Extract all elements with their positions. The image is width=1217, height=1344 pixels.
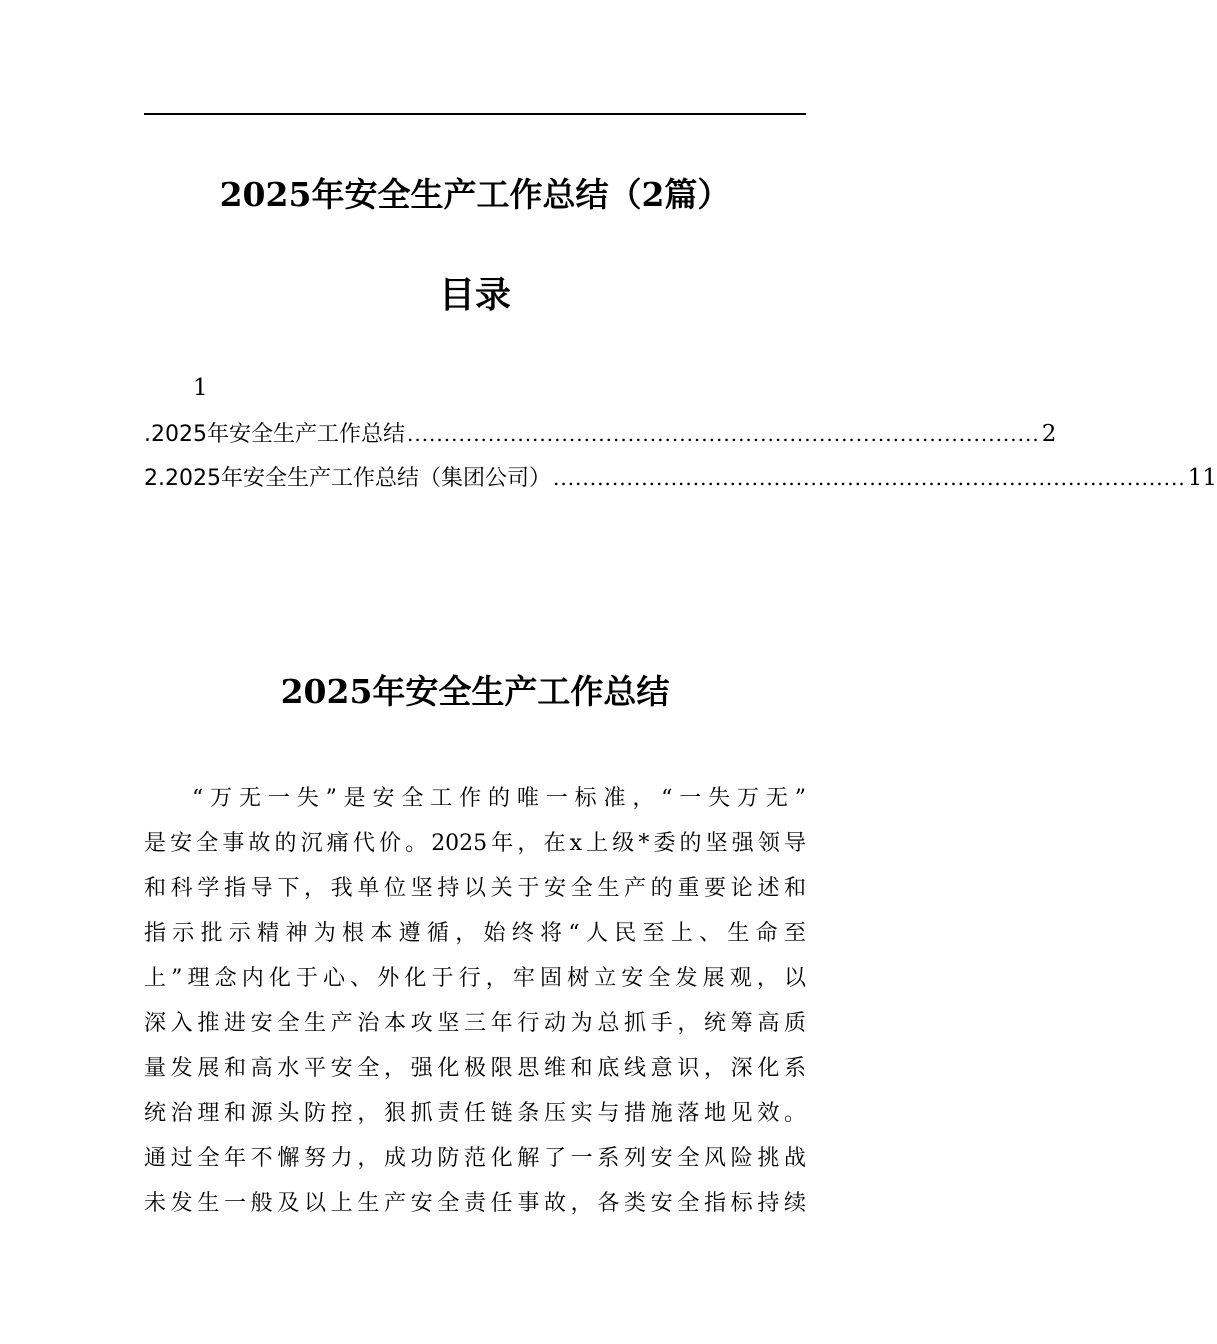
toc-entry-1[interactable] (144, 417, 1057, 452)
body-line: “万无一失”是安全工作的唯一标准，“一失万无” (192, 786, 806, 811)
header-rule (144, 113, 806, 115)
toc-heading: 目录 (438, 274, 511, 316)
body-line: 通过全年不懈努力，成功防范化解了一系列安全风险挑战 (144, 1146, 806, 1171)
body-line: 上”理念内化于心、外化于行，牢固树立安全发展观，以 (144, 966, 806, 991)
toc-page-number: 11 (1187, 465, 1217, 491)
toc-entry-2[interactable] (144, 461, 1217, 496)
section-title: 2025年安全生产工作总结 (280, 672, 670, 711)
body-line: 量发展和高水平安全，强化极限思维和底线意识，深化系 (144, 1056, 806, 1081)
body-line: 是安全事故的沉痛代价。2025年，在x上级*委的坚强领导 (144, 831, 806, 856)
body-line: 统治理和源头防控，狠抓责任链条压实与措施落地见效。 (144, 1101, 806, 1126)
body-line: 深入推进安全生产治本攻坚三年行动为总抓手，统筹高质 (144, 1011, 806, 1036)
toc-leader-dots: ...................................................................................... (406, 422, 1040, 446)
body-line: 未发生一般及以上生产安全责任事故，各类安全指标持续 (144, 1191, 806, 1216)
toc-entry-label: .2025年安全生产工作总结 (144, 422, 405, 447)
body-paragraph (144, 776, 806, 1226)
body-line: 指示批示精神为根本遵循，始终将“人民至上、生命至 (144, 921, 806, 946)
toc-leader-dots: ...................................................................................... (552, 466, 1186, 490)
document-title: 2025年安全生产工作总结（2篇） (219, 175, 731, 214)
toc-entry-label: 2.2025年安全生产工作总结（集团公司） (144, 466, 551, 491)
toc-stray-number: 1 (193, 375, 208, 401)
body-line: 和科学指导下，我单位坚持以关于安全生产的重要论述和 (144, 876, 806, 901)
toc-page-number: 2 (1041, 421, 1057, 447)
